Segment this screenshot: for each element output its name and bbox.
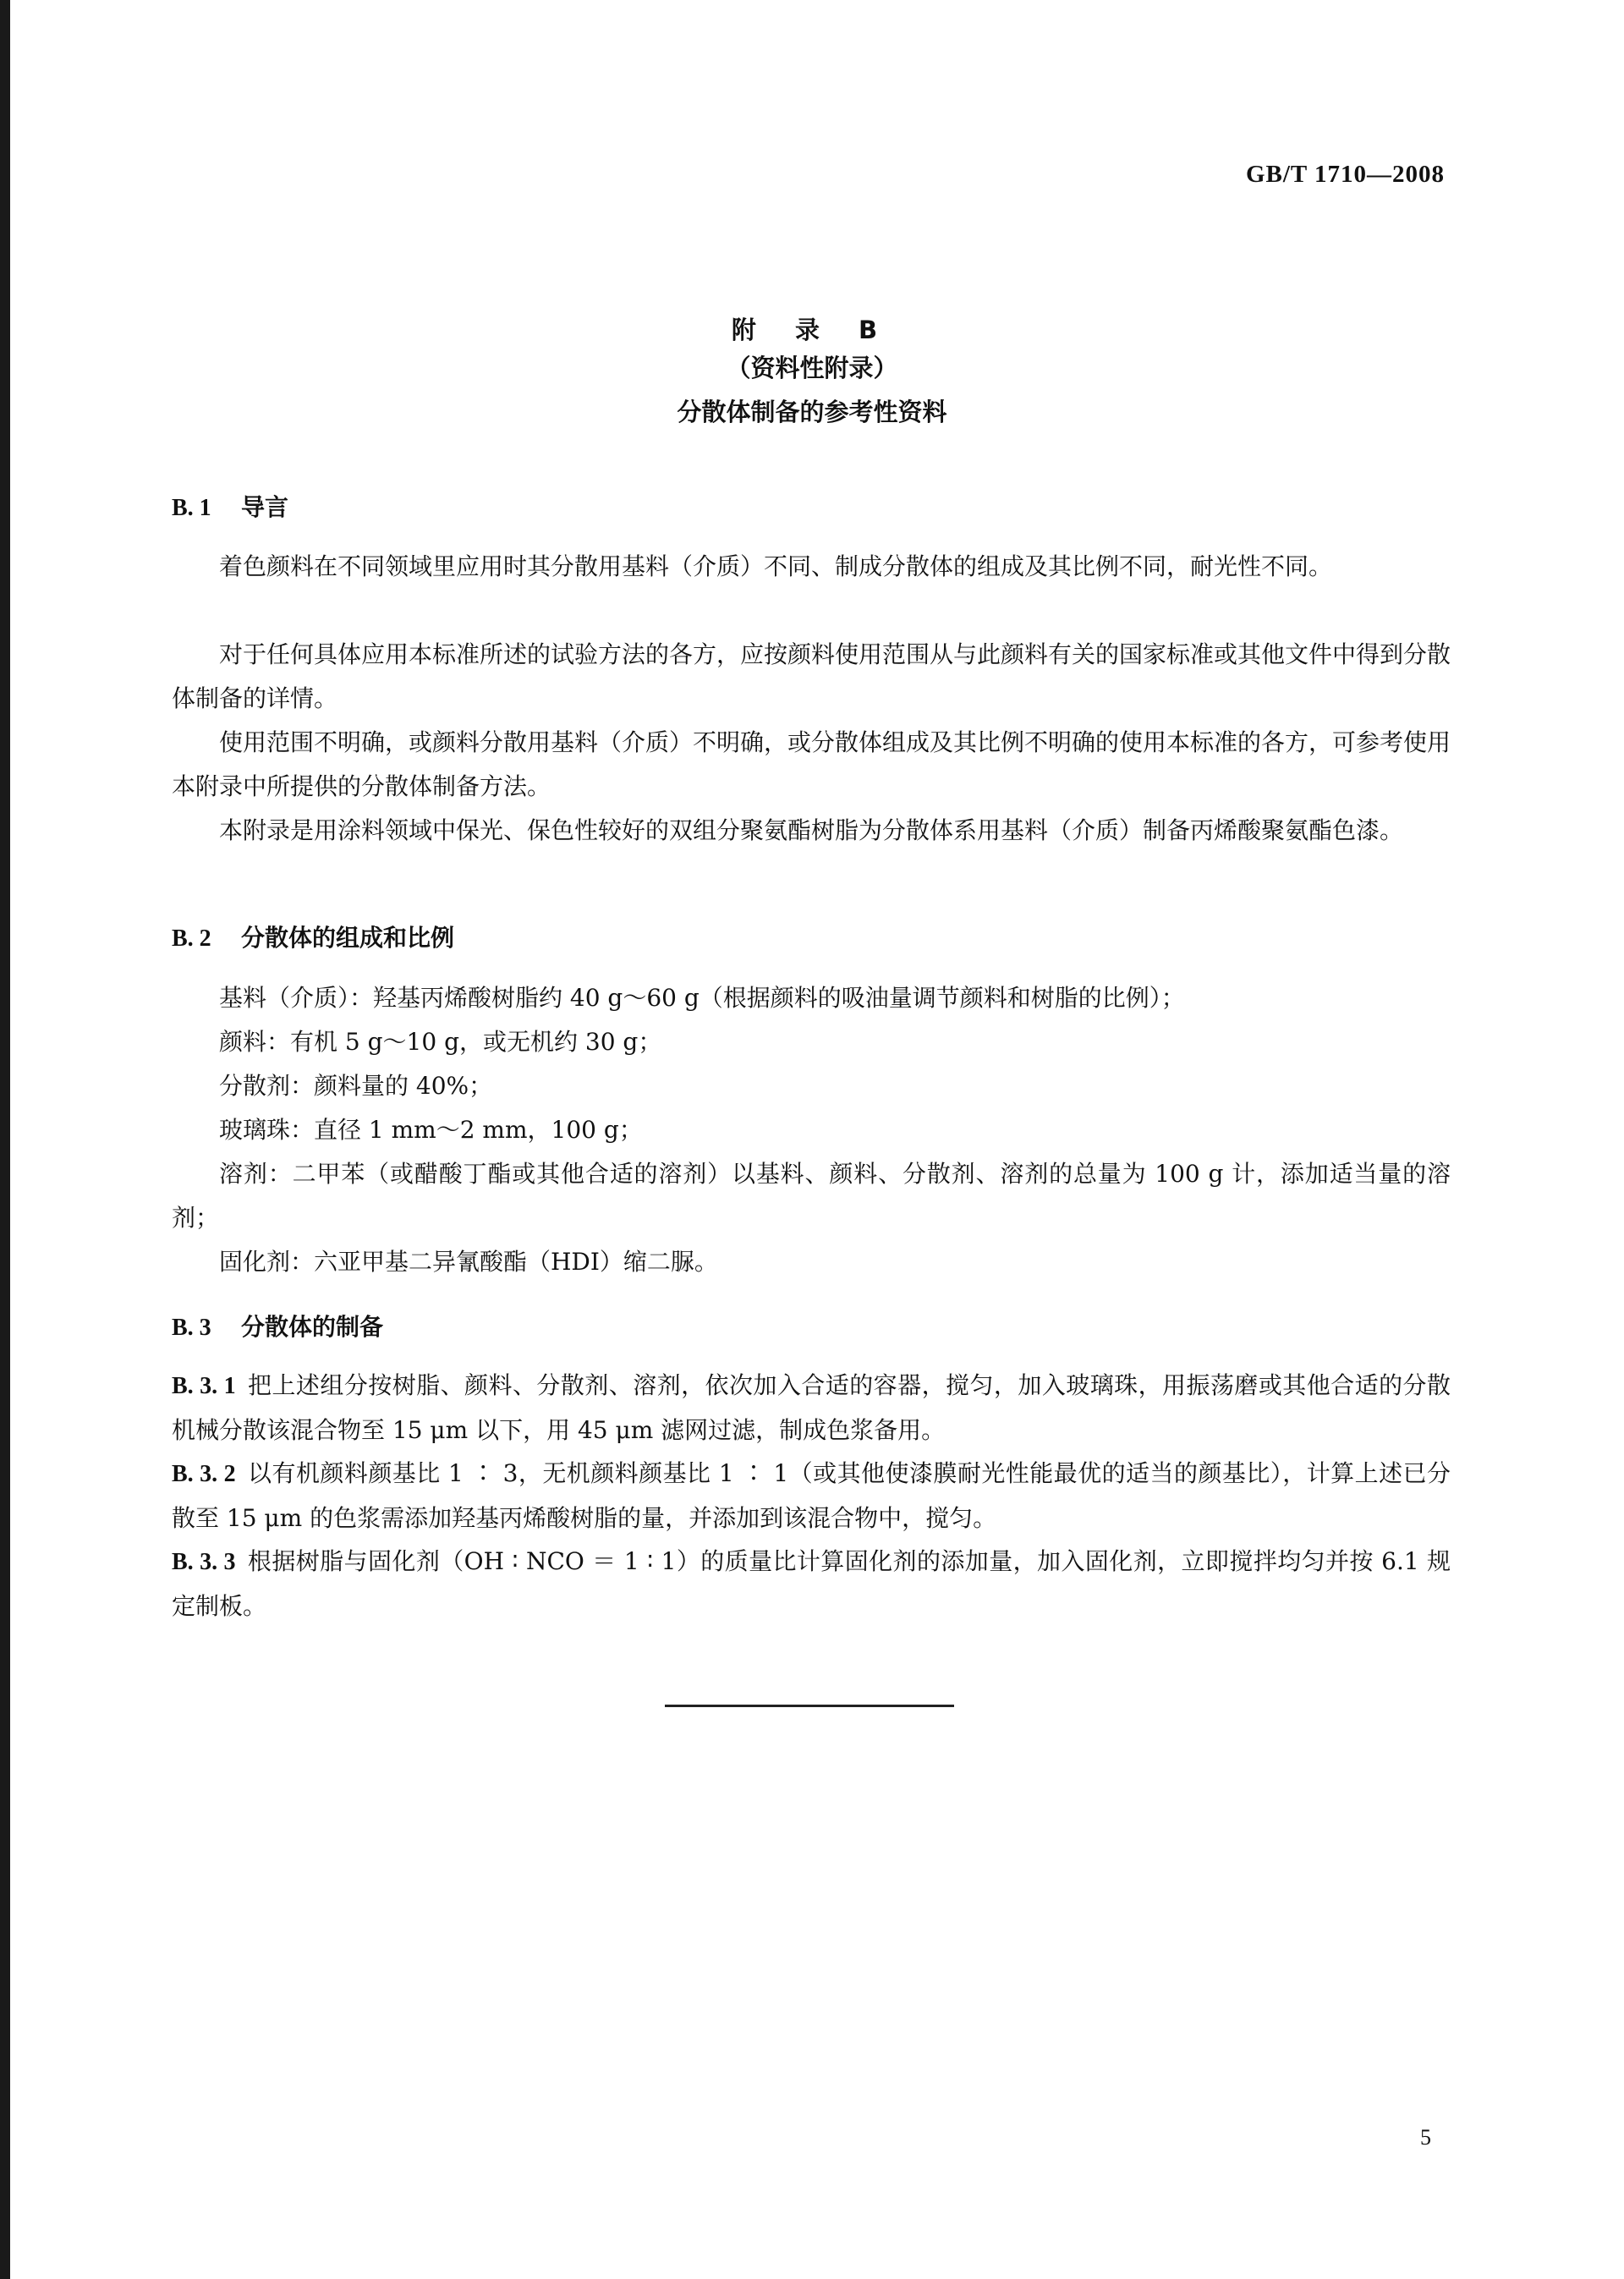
subclause-b3-1: [172, 1364, 1451, 1453]
list-item: 分散剂：颜料量的 40%；: [219, 1072, 493, 1100]
appendix-label: 附 录 B: [731, 316, 893, 344]
section-number: B. 3: [172, 1315, 211, 1341]
end-rule: [665, 1705, 954, 1707]
paragraph: 对于任何具体应用本标准所述的试验方法的各方，应按颜料使用范围从与此颜料有关的国家标准或其他文件中得到分散体制备的详情。: [172, 640, 1451, 712]
subclause-number: B. 3. 3: [172, 1549, 236, 1575]
section-title: 导言: [241, 493, 289, 521]
appendix-type: （资料性附录）: [726, 354, 898, 382]
list-item: 固化剂：六亚甲基二异氰酸酯（HDI）缩二脲。: [219, 1248, 718, 1276]
list-item: 溶剂：二甲苯（或醋酸丁酯或其他合适的溶剂）以基料、颜料、分散剂、溶剂的总量为 100 g 计，添加适当量的溶剂；: [172, 1160, 1451, 1232]
section-b3-heading: [172, 1309, 383, 1343]
section-number: B. 1: [172, 495, 211, 521]
paragraph: 使用范围不明确，或颜料分散用基料（介质）不明确，或分散体组成及其比例不明确的使用本标准的各方，可参考使用本附录中所提供的分散体制备方法。: [172, 728, 1451, 800]
subclause-b3-3: [172, 1540, 1451, 1628]
list-item: 基料（介质）：羟基丙烯酸树脂约 40 g～60 g（根据颜料的吸油量调节颜料和树脂的比例）；: [219, 984, 1185, 1012]
list-item: 颜料：有机 5 g～10 g，或无机约 30 g；: [219, 1028, 662, 1056]
subclause-text: 以有机颜料颜基比 1 ∶ 3，无机颜料颜基比 1 ∶ 1（或其他使漆膜耐光性能最优的适当的颜基比），计算上述已分散至 15 μm 的色浆需添加羟基丙烯酸树脂的量，并添加到该混合物中，搅匀。: [172, 1459, 1451, 1532]
page-number: 5: [1420, 2125, 1431, 2150]
section-b1-heading: [172, 489, 288, 523]
subclause-text: 把上述组分按树脂、颜料、分散剂、溶剂，依次加入合适的容器，搅匀，加入玻璃珠，用振荡磨或其他合适的分散机械分散该混合物至 15 μm 以下，用 45 μm 滤网过滤，制成色浆备用。: [172, 1371, 1451, 1444]
paragraph: 本附录是用涂料领域中保光、保色性较好的双组分聚氨酯树脂为分散体系用基料（介质）制备丙烯酸聚氨酯色漆。: [219, 816, 1404, 844]
paragraph: 着色颜料在不同领域里应用时其分散用基料（介质）不同、制成分散体的组成及其比例不同，耐光性不同。: [219, 552, 1333, 580]
subclause-number: B. 3. 1: [172, 1373, 236, 1399]
section-number: B. 2: [172, 925, 211, 952]
subclause-b3-2: [172, 1452, 1451, 1540]
subclause-text: 根据树脂与固化剂（OH ∶ NCO ＝ 1 ∶ 1）的质量比计算固化剂的添加量，加入固化剂，立即搅拌均匀并按 6.1 规定制板。: [172, 1547, 1451, 1620]
appendix-title: 分散体制备的参考性资料: [677, 398, 947, 426]
section-title: 分散体的制备: [241, 1313, 384, 1341]
standard-number: GB/T 1710—2008: [1245, 161, 1445, 188]
subclause-number: B. 3. 2: [172, 1461, 236, 1487]
section-b2-heading: [172, 920, 454, 953]
list-item: 玻璃珠：直径 1 mm～2 mm，100 g；: [219, 1116, 643, 1144]
section-title: 分散体的组成和比例: [241, 924, 455, 952]
